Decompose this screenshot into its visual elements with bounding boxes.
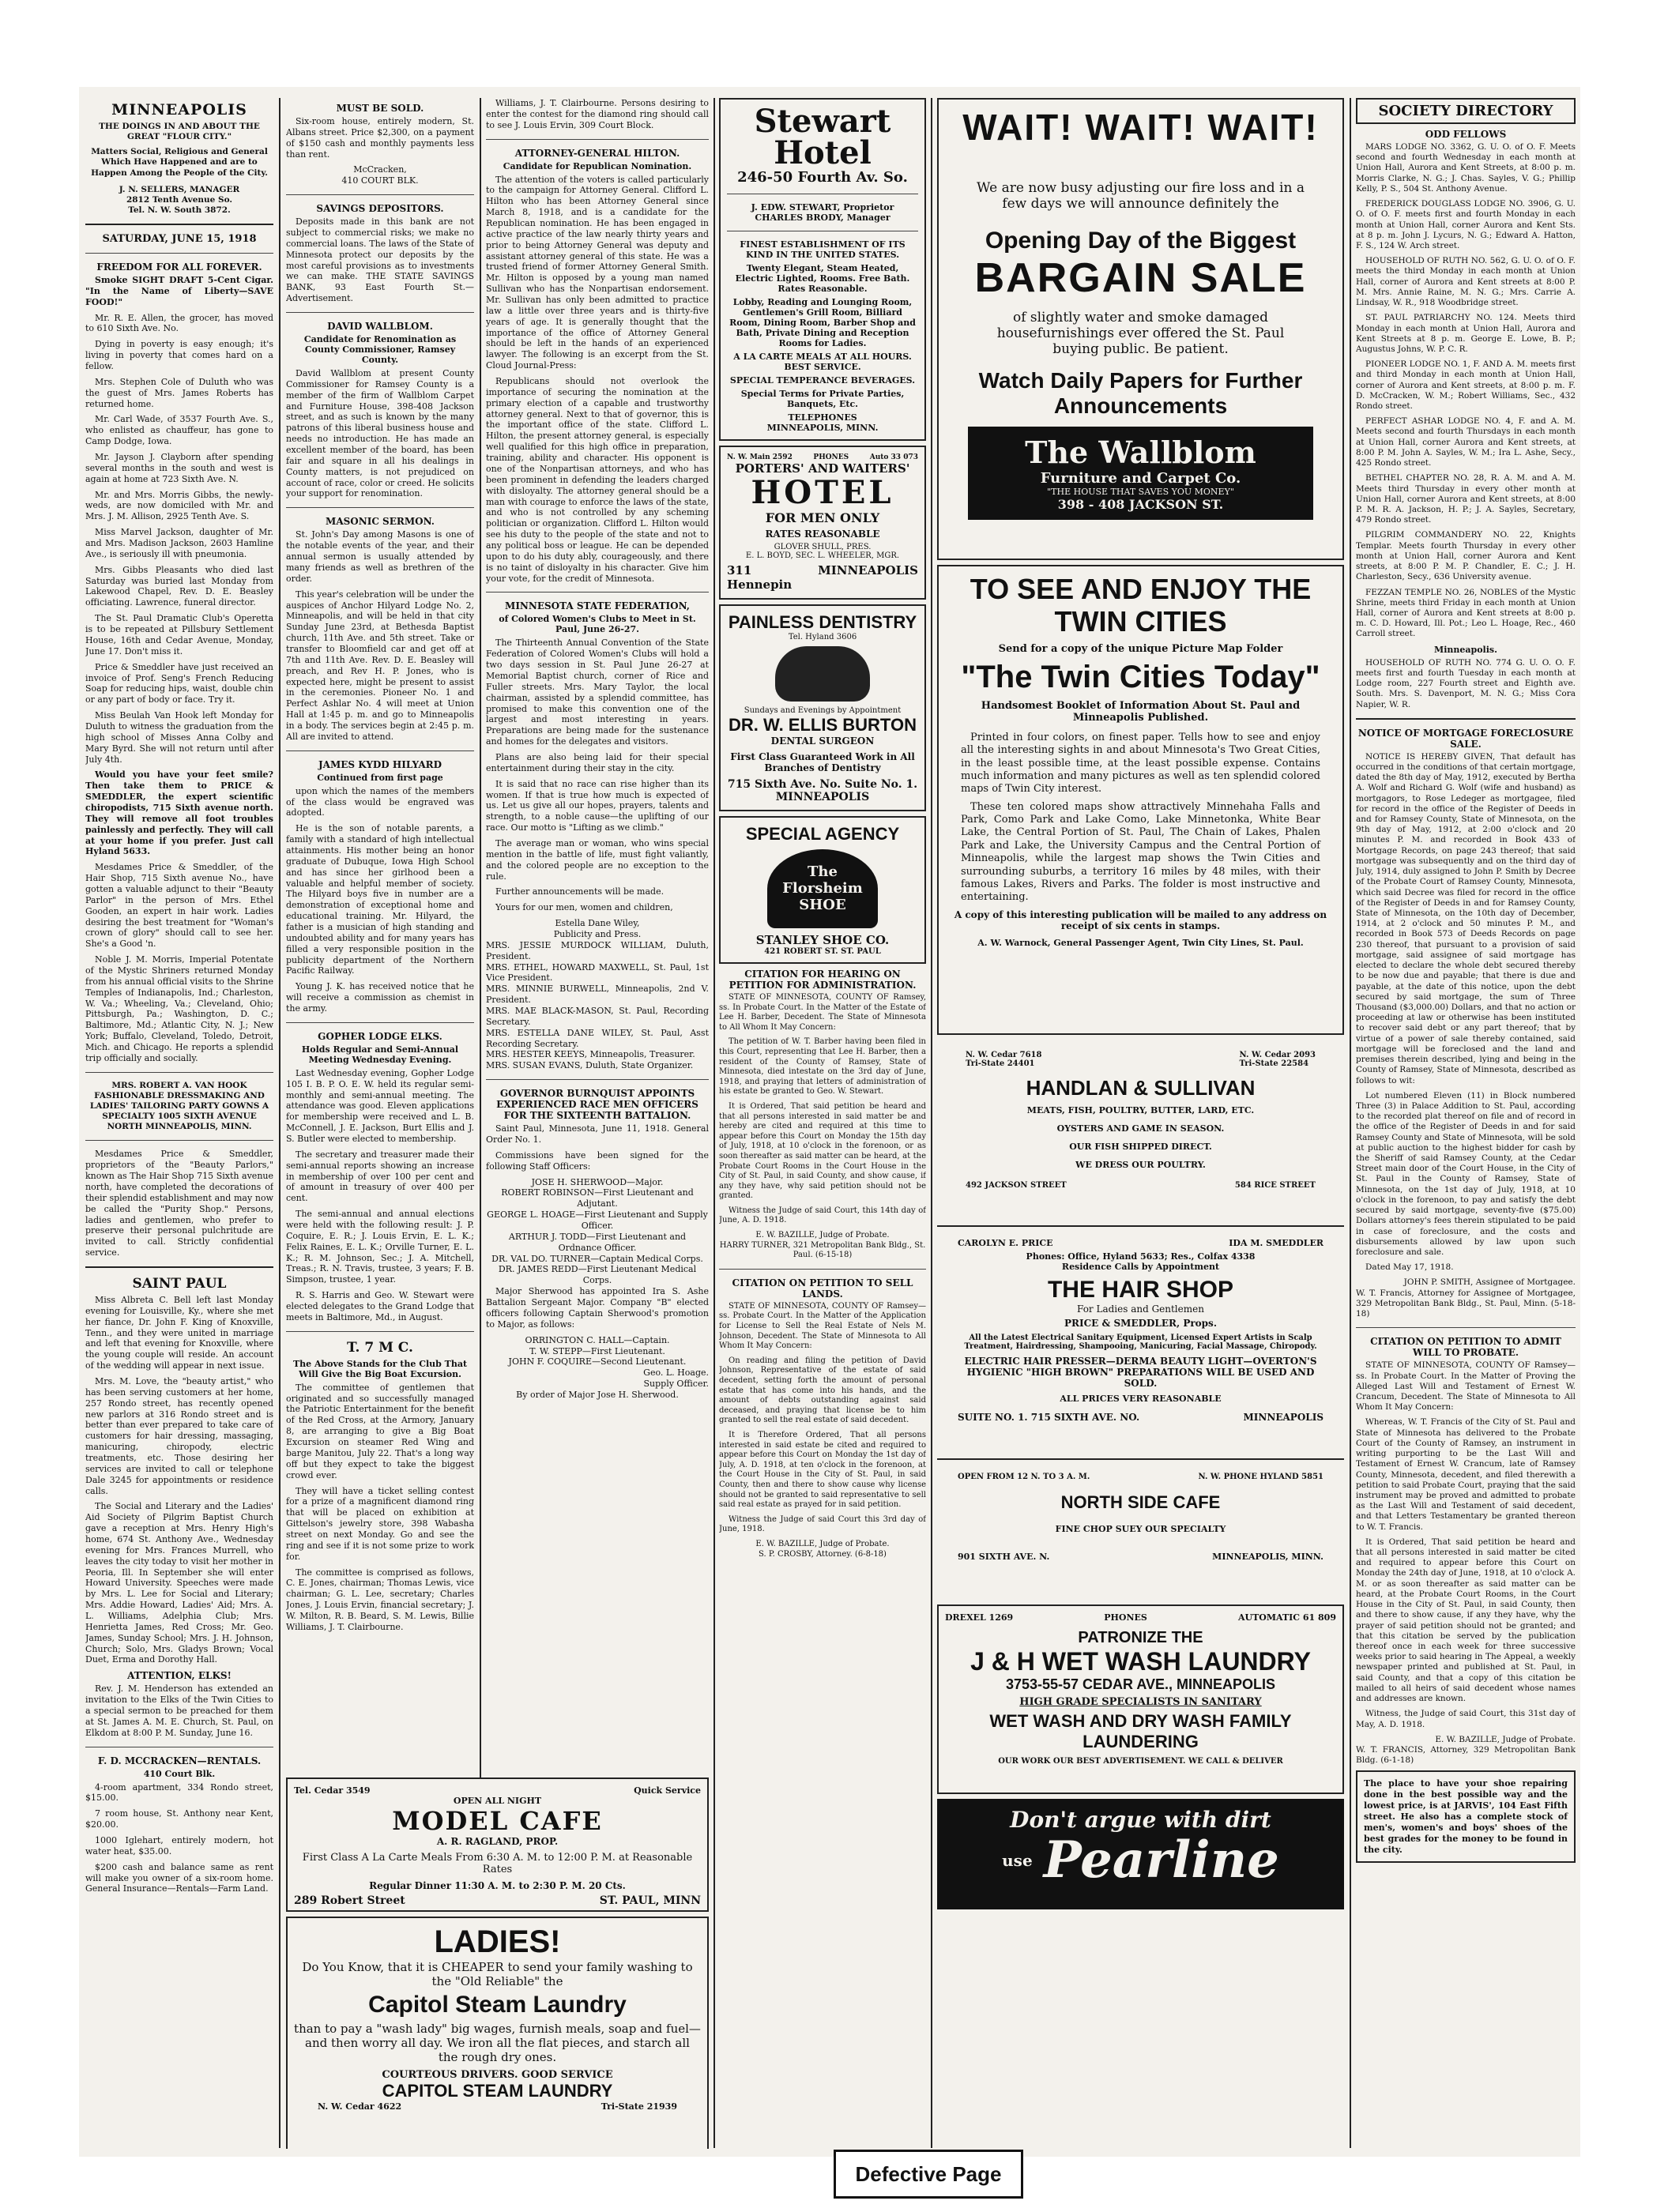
- cafe-open: OPEN ALL NIGHT: [453, 1796, 542, 1806]
- hotel-name: Stewart Hotel: [754, 103, 891, 171]
- handlan-sullivan-ad: [937, 1040, 1344, 1217]
- article-body: Williams, J. T. Clairbourne. Persons desiring to enter the contest for the diamond ring should call to see J. Louis Ervin, 309 Court Block.: [486, 98, 709, 130]
- list-item: HOUSEHOLD OF RUTH NO. 562, G. U. O. of O. F. meets the third Monday in each month at Union Hall, corner of Aurora and Kent streets at 8:00 P. M. Mrs. Annie Raine, M. N. G.; Mrs. Carrie A. Lindsay, W. R., 918 Woodbridge street.: [1356, 256, 1576, 308]
- pw-phone: N. W. Main 2592: [727, 453, 793, 461]
- legal-head: NOTICE OF MORTGAGE FORECLOSURE SALE.: [1357, 727, 1574, 750]
- pw-phone: Auto 33 073: [869, 453, 918, 461]
- cafe-tel: Tel. Cedar 3549: [294, 1785, 371, 1796]
- hotel-text: Special Terms for Private Parties, Banquets, Etc.: [740, 389, 905, 409]
- column-3: [486, 98, 709, 1773]
- subhead: of Colored Women's Clubs to Meet in St. Paul, June 26-27.: [499, 614, 696, 635]
- ns-city: MINNEAPOLIS, MINN.: [1212, 1552, 1323, 1562]
- list-item: MRS. ETHEL, HOWARD MAXWELL, St. Paul, 1st Vice President.: [486, 961, 709, 984]
- dent-surgeon: DENTAL SURGEON: [770, 735, 875, 747]
- pw-city: MINNEAPOLIS: [818, 563, 918, 577]
- list-item: MRS. JESSIE MURDOCK WILLIAM, Duluth, President.: [486, 939, 709, 961]
- wait-bargain: BARGAIN SALE: [974, 255, 1307, 301]
- rentals-list: 4-room apartment, 334 Rondo street, $15.00. 7 room house, St. Anthony near Kent, $20.00. 1000 Iglehart, entirely modern, hot water heat, $35.00. $200 cash and balance same as rent will make you owner of a six-room home. General Insurance—Rentals—Farm Land.: [85, 1781, 273, 1894]
- laundry-line3: COURTEOUS DRIVERS. GOOD SERVICE: [382, 2069, 613, 2081]
- jh-text: OUR WORK OUR BEST ADVERTISEMENT. WE CALL & DELIVER: [998, 1757, 1283, 1766]
- list-item: DR. JAMES REDD—First Lieutenant Medical Corps.: [498, 1264, 697, 1286]
- pw-phones: PHONES: [813, 453, 849, 461]
- wallblom-sale-ad: [937, 98, 1344, 560]
- tc-text: Handsomest Booklet of Information About St. Paul and Minneapolis Published.: [981, 699, 1301, 724]
- subhead: Continued from first page: [317, 772, 443, 783]
- hotel-text: SPECIAL TEMPERANCE BEVERAGES.: [729, 375, 916, 386]
- shoe-addr: 421 ROBERT ST. ST. PAUL: [764, 947, 881, 956]
- legal-notice: NOTICE IS HEREBY GIVEN, That default has occurred in the conditions of that certain mortgage, dated the 8th day of May, 1912, executed by Bertha A. Wolf and Richard G. Wolf (wife and husband) as mortgagors, to Rose Ledeger as mortgagee, filed for record in the office of the Register of Deeds in and for Ramsey County, State of Minnesota, on the 9th day of May, 1912, at 2:00 o'clock and 20 minutes P. M. and recorded in Book 433 of Mortgage Records, on page 243 thereof; that said mortgage was subsequently and on the third day of July, 1914, duly assigned to John P. Smith by Decree of the Probate Court of Ramsey County, Minnesota, which said Decree was filed for record in the office of the Register of Deeds in and for Ramsey County, State of Minnesota, on the 10th day of December, 1914, at 2 o'clock and 50 minutes P. M., and recorded in Book 573 of Deeds Records on page 230 thereof, that pursuant to a provision of said mortgage, said assignee of said mortgage has elected to declare the whole debt secured thereby to be now due and payable; that there is due and payable, at the date of this notice, upon the debt secured by said mortgage, the sum of Three Thousand ($3,000.00) Dollars, and that no action or proceeding at law or otherwise has been instituted to recover said debt or any part thereof; that by virtue of a power of sale thereby contained, said mortgage will be foreclosed and the land and premises therein described, lying and being in the County of Ramsey, State of Minnesota, described as follows to wit: Lot numbered Eleven (11) in Block numbered Three (3) in Palace Addition to St. Paul, according to the recorded plat thereof on file and of record in the office of the Register of Deeds in and for said Ramsey County and State of Minnesota, will be sold at public auction to the highest bidder for cash by the Sheriff of said Ramsey County, at the Cedar Street main door of the Court House, in the City of St. Paul in the County of Ramsey, State of Minnesota, on the 1st day of July, 1918, at 10 o'clock in the forenoon, to pay and satisfy the debt secured by said mortgage, seventy-five ($75.00) Dollars attorney's fees therein stipulated to be paid in case of foreclosure, and the costs and disbursements allowed by law upon such foreclosure and sale. Dated May 17, 1918. JOHN P. SMITH, Assignee of Mortgagee. W. T. Francis, Attorney for Assignee of Mortgagee, 329 Metropolitan Bank Bldg., St. Paul, Minn. (5-18-18): [1356, 751, 1576, 1319]
- section-head-saint-paul: SAINT PAUL: [132, 1275, 227, 1292]
- cafe-name: MODEL CAFE: [392, 1806, 603, 1836]
- article-body: The committee of gentlemen that originated and so successfully managed the Patriotic Entertainment for the benefit of the Red Cross, at the Armory, January 8, are arranging to give a Big Boat Excursion on steamer Red Wing and barge Manitou, July 22. That's a long way off but they expect to take the biggest crowd ever. They will have a ticket selling contest for a prize of a magnificent diamond ring that will be placed on exhibition at Gittelson's jewelry store, 398 Wabasha street on next Monday. Go and see the ring and see if it is not some prize to work for. The committee is comprised as follows, C. E. Jones, chairman; Thomas Lewis, vice chairman; G. L. Lee, secretary; Charles Jones, J. Louis Ervin, financial secretary; J. W. Milton, R. B. Beard, S. M. Lewis, Billie Williams, J. T. Clairbourne.: [286, 1382, 474, 1632]
- laundry-name: Capitol Steam Laundry: [368, 1992, 627, 2018]
- directory-head: SOCIETY DIRECTORY: [1378, 103, 1553, 119]
- dent-name: DR. W. ELLIS BURTON: [729, 715, 917, 735]
- pear-brand: Pearline: [1043, 1830, 1279, 1890]
- jh-phone: AUTOMATIC 61 809: [1237, 1612, 1336, 1623]
- shoe-agency: SPECIAL AGENCY: [745, 824, 900, 844]
- dent-addr: 715 Sixth Ave. No. Suite No. 1.: [727, 778, 918, 791]
- article-body: The Thirteenth Annual Convention of the State Federation of Colored Women's Clubs will hold a two days session in St. Paul June 26-27 at Memorial Baptist church, corner of Rice and Fuller streets. Mrs. Mary Taylor, the local chairman, assisted by a splendid committee, has promised to make this convention one of the largest and most interesting in years. Preparations are being made for the sustenance and homes for the delegates and visitors. Plans are also being laid for their special entertainment during their stay in the city. It is said that no race can rise higher than its women. If that is true how much is expected of us. Let us give all our hopes, prayers, talents and strength, to a noble cause—the uplifting of our race. Our motto is "Lifting as we climb." The average man or woman, who wins special mention in the battle of life, must fight valiantly, and the colored people are no exception to the rule. Further announcements will be made. Yours for our men, women and children,: [486, 638, 709, 913]
- shoe-logo-icon: [767, 849, 878, 928]
- list-item: PIONEER LODGE NO. 1, F. AND A. M. meets first and third Monday in each month at Union Hall, corner of Aurora and Kent streets, at 8:00 p. m. F. D. McCracken, W. M.; Robert Williams, Sec., 432 Rondo street.: [1356, 359, 1576, 412]
- laundry-line1: Do You Know, that it is CHEAPER to send your family washing to the "Old Reliable" the: [302, 1960, 693, 1988]
- pw-men: FOR MEN ONLY: [765, 510, 880, 525]
- list-item: FEZZAN TEMPLE NO. 26, NOBLES of the Mystic Shrine, meets third Friday in each month at Union Hall, corner of Aurora and Kent streets at 8:00 p. m. C. D. Howard, Ill. Pot.; Leo L. Hoage, Rec., 460 Carroll street.: [1356, 587, 1576, 639]
- pw-rates: RATES REASONABLE: [765, 529, 880, 540]
- headline: MINNESOTA STATE FEDERATION,: [505, 600, 690, 612]
- lodge-list: [1356, 142, 1576, 640]
- headline: GOVERNOR BURNQUIST APPOINTS EXPERIENCED RACE MEN OFFICERS FOR THE SIXTEENTH BATTALION.: [496, 1088, 698, 1122]
- hs-text: MEATS, FISH, POULTRY, BUTTER, LARD, ETC.: [1026, 1105, 1255, 1115]
- wall-addr: 398 - 408 JACKSON ST.: [1057, 497, 1224, 512]
- wait-text: We are now busy adjusting our fire loss and in a few days we will announce definitely the: [977, 180, 1305, 212]
- column-6: [1356, 98, 1576, 1868]
- hotel-text: Lobby, Reading and Lounging Room, Gentlemen's Grill Room, Billiard Room, Dining Room, Barber Shop and Bath, Private Dining and Reception Rooms for Ladies.: [729, 297, 916, 348]
- signature: By order of Major Jose H. Sherwood.: [516, 1389, 679, 1400]
- headline: FREEDOM FOR ALL FOREVER.: [96, 261, 262, 273]
- pw-title: PORTERS' AND WAITERS': [735, 461, 910, 476]
- hotel-mgr: CHARLES BRODY, Manager: [755, 213, 890, 223]
- hs-addr: 584 RICE STREET: [1234, 1181, 1316, 1190]
- cafe-addr: 289 Robert Street: [294, 1894, 405, 1907]
- pearline-ad: [937, 1799, 1344, 1909]
- column-rule: [1350, 98, 1351, 2148]
- jh-text: HIGH GRADE SPECIALISTS IN SANITARY: [1019, 1696, 1262, 1708]
- directory-sub: Minneapolis.: [1434, 644, 1497, 655]
- wait-head: WAIT! WAIT! WAIT!: [962, 107, 1319, 148]
- list-item: ARTHUR J. TODD—First Lieutenant and Ordnance Officer.: [508, 1231, 687, 1253]
- laundry-phone1: N. W. Cedar 4622: [318, 2101, 402, 2112]
- list-item: MARS LODGE NO. 3362, G. U. O. of O. F. Meets second and fourth Wednesday in each month at Union Hall, Aurora and Kent Streets, at 8:00 p. m. Morris Clarke, N. G.; J. Chas. Sayles, V. G.; Phillip Kelly, P. S., 504 St. Anthony Avenue.: [1356, 142, 1576, 194]
- list-item: MRS. MINNIE BURWELL, Minneapolis, 2nd V. President.: [486, 984, 709, 1006]
- twin-cities-ad: [937, 565, 1344, 1035]
- headline: MUST BE SOLD.: [336, 103, 424, 114]
- list-item: MRS. ESTELLA DANE WILEY, St. Paul, Asst Recording Secretary.: [486, 1027, 709, 1049]
- hair-text: ALL PRICES VERY REASONABLE: [1060, 1394, 1222, 1404]
- jh-name: J & H WET WASH LAUNDRY: [970, 1647, 1311, 1676]
- legal-notice: STATE OF MINNESOTA, COUNTY OF Ramsey—ss. Probate Court. In the Matter of the Application for License to Sell the Real Estate of Nels M. Johnson, Decedent. The State of Minnesota to All Whom It May Concern: On reading and filing the petition of David Johnson, Representative of the estate of said decedent, setting forth the amount of personal estate that has come into his hands, and the amount of debts outstanding against said deceased, and praying that license be to him granted to sell the real estate of said decedent. It is Therefore Ordered, That all persons interested in said estate be cited and required to appear before this Court on Monday the 1st day of July, A. D. 1918, at ten o'clock in the forenoon, at the Court House in the City of St. Paul, in said County, then and there to show cause why license should not be granted to said representative to sell said real estate as prayed for in said petition. Witness the Judge of said Court this 3rd day of June, 1918. E. W. BAZILLE, Judge of Probate. S. P. CROSBY, Attorney. (6-8-18): [719, 1301, 926, 1559]
- signature: Estella Dane Wiley,: [555, 918, 640, 929]
- subhead: The Above Stands for the Club That Will Give the Big Boat Excursion.: [292, 1358, 468, 1379]
- hair-text: All the Latest Electrical Sanitary Equipment, Licensed Expert Artists in Scalp Treatment, Hairdressing, Shampooing, Manicuring, Facial Massage, Chiropody.: [964, 1334, 1317, 1351]
- article-body: David Wallblom at present County Commissioner for Ramsey County is a member of the firm of Wallblom Carpet and Furniture House, 398-408 Jackson street, and as such is known by the many patrons of this liberal business house and needs no introduction. He has made an excellent member of the board, has been fair and square in all his dealings in County matters, is not prejudiced on account of race, color or creed. He solicits your support for renomination.: [286, 368, 474, 499]
- cafe-city: ST. PAUL, MINN: [599, 1894, 701, 1907]
- hs-phone: Tri-State 22584: [1239, 1059, 1309, 1068]
- hotel-text: Twenty Elegant, Steam Heated, Electric Lighted, Rooms. Free Bath. Rates Reasonable.: [735, 263, 910, 294]
- list-item: MRS. SUSAN EVANS, Duluth, State Organizer.: [486, 1060, 694, 1071]
- column-4: [719, 98, 926, 1559]
- hair-addr: SUITE NO. 1. 715 SIXTH AVE. NO.: [958, 1412, 1140, 1423]
- hair-calls: Residence Calls by Appointment: [1061, 1262, 1220, 1272]
- jh-text: WET WASH AND DRY WASH FAMILY LAUNDERING: [989, 1711, 1292, 1751]
- legal-head: CITATION ON PETITION TO SELL LANDS.: [732, 1277, 913, 1300]
- hotel-text: A LA CARTE MEALS AT ALL HOURS. BEST SERVICE.: [733, 352, 912, 372]
- defective-page-stamp: Defective Page: [834, 2150, 1023, 2199]
- hair-owner: IDA M. SMEDDLER: [1229, 1238, 1323, 1248]
- list-item: PILGRIM COMMANDERY NO. 22, Knights Templar. Meets fourth Thursday in every other month at Union Hall, corner Aurora and Kent streets, at 8:00 P. M. P. Chandler, E. C.; J. H. Charleston, Secy., 636 University avenue.: [1356, 530, 1576, 582]
- signature: Geo. L. Hoage.: [643, 1367, 709, 1379]
- subhead: Candidate for Republican Nomination.: [503, 160, 692, 171]
- hs-phone: N. W. Cedar 7618: [966, 1051, 1042, 1059]
- pear-use: use: [1002, 1851, 1033, 1871]
- list-item: T. W. STEPP—First Lieutenant.: [529, 1345, 665, 1356]
- list-item: BETHEL CHAPTER NO. 28, R. A. M. and A. M. Meets third Thursday in every other month at Union Hall, corner Aurora and Kent streets, at 8:00 P. M. R. A. Jackson, H. P.; J. A. Sayles, Secretary, 479 Rondo street.: [1356, 473, 1576, 525]
- article-body: Miss Albreta C. Bell left last Monday evening for Louisville, Ky., where she met her fiance, Dr. John F. King of Knoxville, Tenn., and they were united in marriage and left that evening for Knoxville, where the young couple will reside. An account of the wedding will appear in next issue. Mrs. M. Love, the "beauty artist," who has been serving customers at her home, 257 Rondo street, has recently opened new parlors at 316 Rondo street and is better than ever prepared to take care of customers for hair dressing, massaging, manicuring, chiropody, electric treatments, etc. Those desiring her services are invited to call or telephone Dale 3245 for appointments or residence calls. The Social and Literary and the Ladies' Aid Society of Pilgrim Baptist Church gave a reception at Mrs. Henry High's home, 674 St. Anthony Ave., Wednesday evening for Mrs. Frances Murrell, who leaves the city today to visit her mother in Peoria, Ill. In September she will enter Howard University. Speeches were made by Mrs. L. Lee for Social and Literary; Mrs. Addie Howard, Ladies' Aid; Mrs. A. L. Williams, Adelphia Club; Mrs. Henrietta James, Red Cross; Mr. Geo. James, Sunday School; Mrs. J. H. Johnson, Church; Solo, Mrs. Gladys Brown; Vocal Duet, Erma and Dorothy Hall.: [85, 1294, 273, 1665]
- ns-addr: 901 SIXTH AVE. N.: [958, 1552, 1050, 1562]
- dressmaking-ad: MRS. ROBERT A. VAN HOOK FASHIONABLE DRESSMAKING AND LADIES' TAILORING PARTY GOWNS A SPECIALTY 1005 SIXTH AVENUE NORTH MINNEAPOLIS, MINN.: [89, 1080, 269, 1132]
- article-body: Mesdames Price & Smeddler, proprietors of the "Beauty Parlors," known as The Hair Shop 715 Sixth avenue north, have completed the decorations of their splendid establishment and may now be called the "Purity Shop." Persons, ladies and gentlemen, who prefer to preserve their personal pulchritude are invited to call. Strictly confidential service.: [85, 1149, 273, 1258]
- list-item: FREDERICK DOUGLASS LODGE NO. 3906, G. U. O. of O. F. meets first and fourth Monday in each month at Union Hall, corner Aurora and Kent Sts. at 8 p. m. John J. Lycurs, N. G.; Edward A. Hatton, F. S., 124 W. Arch street.: [1356, 199, 1576, 250]
- rentals-addr: 410 Court Blk.: [143, 1768, 216, 1779]
- north-side-cafe-ad: [937, 1468, 1344, 1600]
- hs-text: OUR FISH SHIPPED DIRECT.: [1069, 1142, 1212, 1152]
- article-body: The attention of the voters is called particularly to the campaign for Attorney General. Clifford L. Hilton who has been Attorney General since March 8, 1918, and is a candidate for the Republican nomination. He has been engaged in active practice of the law nearly thirty years and prior to being Attorney General was deputy and assistant attorney general of this state. He was a trusted friend of former Attorney General Smith. Mr. Hilton is opposed by a young man named Sullivan who has the Nonpartisan endorsement. Mr. Sullivan has only been admitted to practice law a little over three years and is thirty-five years of age. It is generally thought that the importance of the office of Attorney General should be left in the hands of an experienced lawyer. The following is an excerpt from the St. Cloud Journal-Press: Republicans should not overlook the importance of securing the nomination at the primary election of a capable and trustworthy attorney general. Next to that of governor, this is the important office of the state. Clifford L. Hilton, the present attorney general, is especially well qualified for this high office in preparation, training, ability and character. His opponent is one of the Nonpartisan attorneys, and who has been prominent in defending the leaders charged with disloyalty. The attorney general should be a man with courage to enforce the laws of the state, and who is not controlled by any scheming politician or organization. Clifford L. Hilton would see his duty to the people of the state and not to any political boss or league. He can be depended upon to do his duty ably, courageously, and there is no taint of disloyalty in his character. Give him your vote, for the credit of Minnesota.: [486, 174, 709, 584]
- article-body: Last Wednesday evening, Gopher Lodge 105 I. B. P. O. E. W. held its regular semi-monthly and semi-annual meeting. The attendance was good. Eleven applications for membership were received and L. B. McConnell, J. E. Jackson, Burt Ellis and J. S. Butler were elected to membership. The secretary and treasurer made their semi-annual reports showing an increase in membership of over 100 per cent and of amount in treasury of over 400 per cent. The semi-annual and annual elections were held with the following result: J. P. Coquire, E. R.; J. Louis Ervin, E. L. K.; Felix Raines, E. L. K.; Orville Turner, E. L. K.; R. M. Johnson, Sec.; J. A. Mitchell, Treas.; R. N. Travis, trustee, 3 years; F. B. Simpson, trustee, 1 year. R. S. Harris and Geo. W. Stewart were elected delegates to the Grand Lodge that meets in Baltimore, Md., in August.: [286, 1067, 474, 1322]
- pw-sec: E. L. BOYD, SEC. L. WHEELER, MGR.: [745, 551, 900, 560]
- stewart-hotel-ad: [719, 98, 926, 441]
- headline: ATTENTION, ELKS!: [127, 1670, 232, 1682]
- tc-sub: Send for a copy of the unique Picture Map Folder: [998, 642, 1283, 655]
- dent-city: MINNEAPOLIS: [775, 791, 870, 803]
- newspaper-page: [79, 87, 1580, 2157]
- jh-patronize: PATRONIZE THE: [1078, 1629, 1203, 1646]
- column-2: [286, 98, 474, 1638]
- laundry-phone2: Tri-State 21939: [601, 2101, 677, 2112]
- tooth-icon: [775, 646, 870, 702]
- wallblom-logo: [968, 427, 1313, 520]
- article-body: upon which the names of the members of the class would be engraved was adopted. He is the son of notable parents, a family with a standard of high intellectual attainments. His mother being an honor graduate of Dubuque, Iowa High School and has since her girlhood been a valuable and helpful member of society. The Hilyard boys five in number are a demonstration of exceptional home and educational training. Mr. Hilyard, the father is a musician of high standing and undoubted ability and for many years has filled a very responsible position in the publicity department of the Northern Pacific Railway. Young J. K. has received notice that he will receive a commission as chemist in the army.: [286, 785, 474, 1014]
- manager-address: 2812 Tenth Avenue So.: [126, 194, 233, 205]
- list-item: GEORGE L. HOAGE—First Lieutenant and Supply Officer.: [487, 1209, 708, 1232]
- hs-text: WE DRESS OUR POULTRY.: [1075, 1160, 1206, 1170]
- model-cafe-ad: [286, 1778, 709, 1912]
- jh-phone: DREXEL 1269: [945, 1612, 1014, 1623]
- headline: T. 7 M C.: [347, 1339, 413, 1356]
- society-directory: [1356, 98, 1576, 124]
- column-5-ads: [937, 98, 1344, 1909]
- pw-addr: 311 Hennepin: [727, 563, 793, 592]
- issue-date: SATURDAY, JUNE 15, 1918: [102, 233, 257, 245]
- hs-phone: N. W. Cedar 2093: [1239, 1051, 1316, 1059]
- cafe-quick: Quick Service: [634, 1785, 701, 1796]
- dent-hours: Sundays and Evenings by Appointment: [744, 706, 902, 715]
- article-body: St. John's Day among Masons is one of the notable events of the year, and their annual sermon is usually attended by many friends as well as brethren of the order. This year's celebration will be under the auspices of Anchor Hilyard Lodge No. 2, Minneapolis, and will be held in that city Sunday June 23rd, at Bethesda Baptist church, 11th Ave. and 5th street. Take or transfer to Bloomfield car and get off at 7th and 11th Ave. Rev. D. E. Beasley will preach, and Rev H. P. Jones, who is expected here, might be present to assist in the ceremonies. Pioneer No. 1 and Perfect Ashlar No. 4 will meet at Union Hall at 1:45 p. m. and go to Minneapolis in a body. The services begin at 2:45 p. m. All are invited to attend.: [286, 529, 474, 742]
- wait-watch: Watch Daily Papers for Further Announcements: [978, 368, 1303, 418]
- column-minneapolis: [85, 98, 273, 1899]
- headline: MASONIC SERMON.: [326, 516, 435, 528]
- legal-head: CITATION FOR HEARING ON PETITION FOR ADMINISTRATION.: [729, 969, 917, 991]
- section-tagline: THE DOINGS IN AND ABOUT THE GREAT "FLOUR CITY.": [99, 122, 260, 142]
- hair-city: MINNEAPOLIS: [1243, 1412, 1323, 1423]
- column-rule: [279, 98, 281, 2148]
- signature: Supply Officer.: [643, 1379, 709, 1390]
- legal-notice: STATE OF MINNESOTA, COUNTY OF Ramsey, ss. In Probate Court. In the Matter of the Estate of Lee H. Barber, Decedent. The State of Minnesota to All Whom It May Concern: The petition of W. T. Barber having been filed in this Court, representing that Lee H. Barber, then a resident of the County of Ramsey, State of Minnesota, died intestate on the 3rd day of June, 1918, and praying that letters of administration of his estate be granted to Geo. W. Stewart. It is Ordered, That said petition be heard and that all persons interested in said matter be and hereby are cited and required at this time to appear before this Court on Monday the 15th day of July, 1918, at 10 o'clock in the forenoon, or as soon thereafter as said matter can be heard, at the Probate Court Rooms in the Court House in the City of St. Paul, in said County, and show cause, if any they have, why said petition should not be granted. Witness the Judge of said Court, this 14th day of June, A. D. 1918. E. W. BAZILLE, Judge of Probate. HARRY TURNER, 321 Metropolitan Bank Bldg., St. Paul. (6-15-18): [719, 993, 926, 1260]
- subhead: Candidate for Renomination as County Commissioner, Ramsey County.: [303, 334, 457, 366]
- directory-sub: ODD FELLOWS: [1425, 129, 1507, 140]
- shoe-brand: The Florsheim SHOE: [782, 863, 863, 913]
- hs-phone: Tri-State 24401: [966, 1059, 1035, 1068]
- hs-name: HANDLAN & SULLIVAN: [1026, 1076, 1256, 1100]
- pear-slogan: Don't argue with dirt: [1010, 1807, 1271, 1833]
- section-masthead: MINNEAPOLIS: [111, 101, 247, 118]
- column-rule: [931, 98, 932, 2148]
- tc-text: A. W. Warnock, General Passenger Agent, Twin City Lines, St. Paul.: [977, 937, 1304, 948]
- ns-specialty: FINE CHOP SUEY OUR SPECIALTY: [1055, 1524, 1226, 1534]
- dentistry-ad: [719, 604, 926, 811]
- hair-name: THE HAIR SHOP: [1047, 1277, 1234, 1303]
- cafe-line2: Regular Dinner 11:30 A. M. to 2:30 P. M. 20 Cts.: [369, 1880, 626, 1891]
- article-body: Saint Paul, Minnesota, June 11, 1918. General Order No. 1. Commissions have been signed for the following Staff Officers: JOSE H. SHERWOOD—Major. ROBERT ROBINSON—First Lieutenant and Adjutant. GEORGE L. HOAGE—First Lieutenant and Supply Officer. ARTHUR J. TODD—First Lieutenant and Ordnance Officer. DR. VAL DO. TURNER—Captain Medical Corps. DR. JAMES REDD—First Lieutenant Medical Corps. Major Sherwood has appointed Ira S. Ashe Battalion Sergeant Major. Company "B" elected officers following Captain Sherwood's promotion to Major, as follows: ORRINGTON C. HALL—Captain. T. W. STEPP—First Lieutenant. JOHN F. COQUIRE—Second Lieutenant.: [486, 1123, 709, 1367]
- wall-sub: Furniture and Carpet Co.: [1040, 470, 1241, 487]
- headline: DAVID WALLBLOM.: [327, 321, 433, 333]
- subhead: Holds Regular and Semi-Annual Meeting Wednesday Evening.: [301, 1044, 459, 1065]
- florsheim-ad: [719, 816, 926, 964]
- signature: McCracken,: [353, 164, 407, 175]
- laundry-line2: than to pay a "wash lady" big wages, furnish meals, soap and fuel—and then worry all day. We iron all the flat pieces, and starch all the rough dry ones.: [294, 2022, 701, 2064]
- section-tagline-2: Matters Social, Religious and General Which Have Happened and are to Happen Among the People of the City.: [91, 147, 268, 178]
- cafe-prop: A. R. RAGLAND, PROP.: [436, 1836, 559, 1847]
- article-body: Rev. J. M. Henderson has extended an invitation to the Elks of the Twin Cities to a special sermon to be preached for them at St. James A. M. E. Church, St. Paul, on Elkdom at 8:00 P. M. Sunday, June 16.: [85, 1683, 273, 1738]
- hair-shop-ad: [937, 1235, 1344, 1450]
- legal-head: CITATION ON PETITION TO ADMIT WILL TO PROBATE.: [1370, 1336, 1561, 1359]
- tc-title: "The Twin Cities Today": [961, 659, 1320, 694]
- hair-text: ELECTRIC HAIR PRESSER—DERMA BEAUTY LIGHT—OVERTON'S HYGIENIC "HIGH BROWN" PREPARATIONS WILL BE USED AND SOLD.: [964, 1356, 1317, 1389]
- wait-opening: Opening Day of the Biggest: [985, 228, 1297, 254]
- jh-laundry-ad: [937, 1604, 1344, 1794]
- list-item: DR. VAL DO. TURNER—Captain Medical Corps.: [491, 1253, 703, 1264]
- laundry-name2: CAPITOL STEAM LAUNDRY: [382, 2081, 613, 2101]
- pw-hotel: HOTEL: [751, 474, 894, 511]
- article-body: Smoke SIGHT DRAFT 5-Cent Cigar. "In the Name of Liberty—SAVE FOOD!" Mr. R. E. Allen, the grocer, has moved to 610 Sixth Ave. No. Dying in poverty is easy enough; it's living in poverty that comes hard on a fellow. Mrs. Stephen Cole of Duluth who was the guest of Mrs. James Roberts has returned home. Mr. Carl Wade, of 3537 Fourth Ave. S., who enlisted as chauffeur, has gone to Camp Dodge, Iowa. Mr. Jayson J. Clayborn after spending several months in the south and west is again at home at 723 Sixth Ave. N. Mr. and Mrs. Morris Gibbs, the newly-weds, are now domiciled with Mr. and Mrs. J. M. Allison, 2925 Tenth Ave. S. Miss Marvel Jackson, daughter of Mr. and Mrs. Madison Jackson, 2603 Hamline Ave., is seriously ill with pneumonia. Mrs. Gibbs Pleasants who died last Saturday was buried last Monday from Lakewood Chapel, Rev. D. E. Beasley officiating. Lawrence, funeral director. The St. Paul Dramatic Club's Operetta is to be repeated at Pillsbury Settlement House, 16th and Cedar Avenue, Monday, June 17. Don't miss it. Price & Smeddler have just received an invoice of Prof. Seng's French Reducing Soap for reducing hips, waist, double chin or any part of body or face. Try it. Miss Beulah Van Hook left Monday for Duluth to witness the graduation from the high school of Misses Anna Colby and Mary Byrd. She will not return until after July 4th. Would you have your feet smile? Then take them to PRICE & SMEDDLER, the expert scientific chiropodists, 715 Sixth avenue north. They will remove all foot troubles painlessly and perfectly. They will call at your home if you prefer. Just call Hyland 5633. Mesdames Price & Smeddler, of the Hair Shop, 715 Sixth avenue No., have gotten a valuable adjunct to their "Beauty Parlor" in the person of Mrs. Ethel Gooden, an expert in hair work. Ladies desiring the best treatment for "Woman's crown of glory" should call to see her. She's a Good 'n. Noble J. M. Morris, Imperial Potentate of the Mystic Shriners returned Monday from his annual official visits to the Shrine Temples of Indianapolis, Ind.; Charleston, W. Va.; Wheeling, Va.; Cleveland, Ohio; Pittsburgh, Pa.; Washington, D. C.; Baltimore, Md.; Atlantic City, N. J.; New York; Buffalo, Cleveland, Toledo, Detroit, Mich. and Chicago. He reports a splendid trip officially and socially.: [85, 275, 273, 1063]
- headline: JAMES KYDD HILYARD: [318, 758, 442, 770]
- hotel-text: FINEST ESTABLISHMENT OF ITS KIND IN THE UNITED STATES.: [740, 239, 906, 260]
- jh-addr: 3753-55-57 CEDAR AVE., MINNEAPOLIS: [1005, 1676, 1276, 1692]
- hair-owner: CAROLYN E. PRICE: [958, 1238, 1053, 1248]
- list-item: HOUSEHOLD OF RUTH NO. 774 G. U. O. O. F. meets first and fourth Tuesday in each month at Lodge room, 227 Fourth street and Eighth ave. South. Mrs. S. Davenport, M. N. G.; Miss Cora Napier, W. R.: [1356, 657, 1576, 709]
- list-item: JOSE H. SHERWOOD—Major.: [531, 1176, 664, 1187]
- hotel-text: MINNEAPOLIS, MINN.: [766, 423, 879, 433]
- legal-notice: STATE OF MINNESOTA, COUNTY OF Ramsey—ss. In Probate Court. In the Matter of Proving the Alleged Last Will and Testament of Ernest W. Crancum, Decedent. The State of Minnesota to All Whom It May Concern: Whereas, W. T. Francis of the City of St. Paul and State of Minnesota has delivered to the Probate Court of the County of Ramsey, an instrument in writing purporting to be the Last Will and Testament of Ernest W. Crancum, late of Ramsey County, Minnesota, decedent, and filed therewith a petition to said Probate Court, praying that the said instrument may be proved and admitted to probate as the Last Will and Testament of said decedent, and that Letters Testamentary be granted thereon to W. T. Francis. It is Ordered, That said petition be heard and that all persons interested in said matter be cited and required to appear before this Court on Monday the 24th day of June, 1918, at 10 o'clock A. M. or as soon thereafter as said matter can be heard, at the Probate Court Rooms, in the Court House in the City of St. Paul, in said County, then and there to show cause, if any they have, why the prayer of said petition should not be granted; and that this citation be served by the publication thereof once in each week for three successive weeks prior to said hearing in The Appeal, a weekly newspaper printed and published at St. Paul, in said County, and that a copy of this citation be mailed to all heirs of said decedent whose names and addresses are known. Witness, the Judge of said Court, this 31st day of May, A. D. 1918. E. W. BAZILLE, Judge of Probate. W. T. FRANCIS, Attorney, 329 Metropolitan Bank Bldg. (6-1-18): [1356, 1360, 1576, 1766]
- bottom-ads-block: [286, 1778, 709, 2149]
- hotel-addr: 246-50 Fourth Av. So.: [737, 169, 908, 186]
- ns-phone: N. W. PHONE HYLAND 5851: [1198, 1473, 1323, 1481]
- porters-hotel-ad: [719, 446, 926, 600]
- hs-text: OYSTERS AND GAME IN SEASON.: [1056, 1123, 1225, 1134]
- list-item: ST. PAUL PATRIARCHY NO. 124. Meets third Monday in each month at Union Hall, Aurora and Kent Streets at 8 p. m. George E. Lowe, B. P.; Augustus Johns, W. P. C. R.: [1356, 313, 1576, 354]
- manager-tel: Tel. N. W. South 3872.: [128, 205, 231, 215]
- hotel-prop: J. EDW. STEWART, Proprietor: [751, 202, 894, 213]
- list-item: ORRINGTON C. HALL—Captain.: [525, 1334, 670, 1345]
- tc-head: TO SEE AND ENJOY THE TWIN CITIES: [970, 573, 1312, 638]
- cafe-line1: First Class A La Carte Meals From 6:30 A. M. to 12:00 P. M. at Reasonable Rates: [302, 1852, 693, 1875]
- signature: Publicity and Press.: [553, 929, 642, 939]
- hair-phones: Phones: Office, Hyland 5633; Res., Colfax 4338: [1026, 1251, 1256, 1262]
- shoe-co: STANLEY SHOE CO.: [755, 933, 890, 947]
- dent-guarantee: First Class Guaranteed Work in All Branches of Dentistry: [730, 751, 915, 773]
- list-item: ROBERT ROBINSON—First Lieutenant and Adjutant.: [501, 1187, 694, 1209]
- hotel-text: TELEPHONES: [788, 412, 857, 423]
- list-item: MRS. MAE BLACK-MASON, St. Paul, Recording Secretary.: [486, 1006, 709, 1027]
- list-item: JOHN F. COQUIRE—Second Lieutenant.: [508, 1356, 687, 1367]
- dent-tel: Tel. Hyland 3606: [788, 633, 857, 641]
- list-item: MRS. HESTER KEEYS, Minneapolis, Treasurer.: [486, 1049, 695, 1060]
- headline: ATTORNEY-GENERAL HILTON.: [514, 147, 680, 159]
- hair-props: PRICE & SMEDDLER, Props.: [1064, 1318, 1217, 1329]
- manager: J. N. SELLERS, MANAGER: [119, 184, 240, 194]
- wait-text: of slightly water and smoke damaged housefurnishings ever offered the St. Paul buying public. Be patient.: [996, 310, 1285, 357]
- wall-name: The Wallblom: [1025, 434, 1256, 470]
- signature: 410 COURT BLK.: [341, 175, 419, 186]
- headline: SAVINGS DEPOSITORS.: [316, 203, 444, 215]
- tc-text: A copy of this interesting publication will be mailed to any address on receipt of six cents in stamps.: [954, 908, 1327, 931]
- hs-addr: 492 JACKSON STREET: [966, 1181, 1067, 1190]
- officer-list: [486, 940, 709, 1071]
- rentals-head: F. D. MCCRACKEN—RENTALS.: [97, 1755, 262, 1766]
- pw-pres: GLOVER SHULL, PRES.: [774, 543, 872, 551]
- article-body: Six-room house, entirely modern, St. Albans street. Price $2,300, on a payment of $150 cash and monthly payments less than rent.: [286, 116, 474, 160]
- tc-text: Printed in four colors, on finest paper. Tells how to see and enjoy all the interesting sights in and about Minnesota's Two Great Cities, in the least possible time, at the least possible expense. Contains much information and many pictures as well as ten splendid colored maps of Twin City interest. These ten colored maps show attractively Minnehaha Falls and Park, Como Park and Lake Como, Lake Minnetonka, White Bear Lake, the Central Portion of St. Paul, The Chain of Lakes, Phalen Park and Lake, the University Campus and the Central Portion of Minneapolis, while the largest map shows the Twin Cities and surrounding suburbs, a territory 16 miles by 48 miles, with their famous Lakes, Rivers and Parks. The folder is most instructive and entertaining.: [961, 731, 1320, 904]
- headline: GOPHER LODGE ELKS.: [318, 1030, 442, 1042]
- hair-sub: For Ladies and Gentlemen: [1077, 1304, 1204, 1315]
- column-rule: [714, 98, 715, 2148]
- wall-slogan: "THE HOUSE THAT SAVES YOU MONEY": [1047, 487, 1234, 497]
- article-body: Deposits made in this bank are not subject to commercial risks; we make no commercial loans. The laws of the State of Minnesota protect our deposits by the most careful provisions as to investments we can make. THE STATE SAVINGS BANK, 93 East Fourth St.—Advertisement.: [286, 216, 474, 304]
- dent-title: PAINLESS DENTISTRY: [728, 612, 917, 632]
- list-item: PERFECT ASHAR LODGE NO. 4, F. and A. M. Meets second and fourth Thursdays in each month at Union Hall, corner Aurora and Kent streets, at 8:00 P. M. John A. Sayles, W. M.; Ira L. Ashe, Secy., 425 Rondo street.: [1356, 416, 1576, 468]
- ns-hours: OPEN FROM 12 N. TO 3 A. M.: [958, 1473, 1090, 1481]
- jh-phones: PHONES: [1104, 1612, 1147, 1623]
- capitol-laundry-ad: [286, 1917, 709, 2149]
- jarvis-shoe-repair-ad: The place to have your shoe repairing done in the best possible way and the lowest price, is at JARVIS', 104 East Fifth street. He also has a complete stock of men's, women's and boys' shoes of the best grades for the money to be found in the city.: [1356, 1770, 1576, 1863]
- laundry-head: LADIES!: [434, 1924, 561, 1959]
- ns-name: NORTH SIDE CAFE: [1060, 1492, 1221, 1512]
